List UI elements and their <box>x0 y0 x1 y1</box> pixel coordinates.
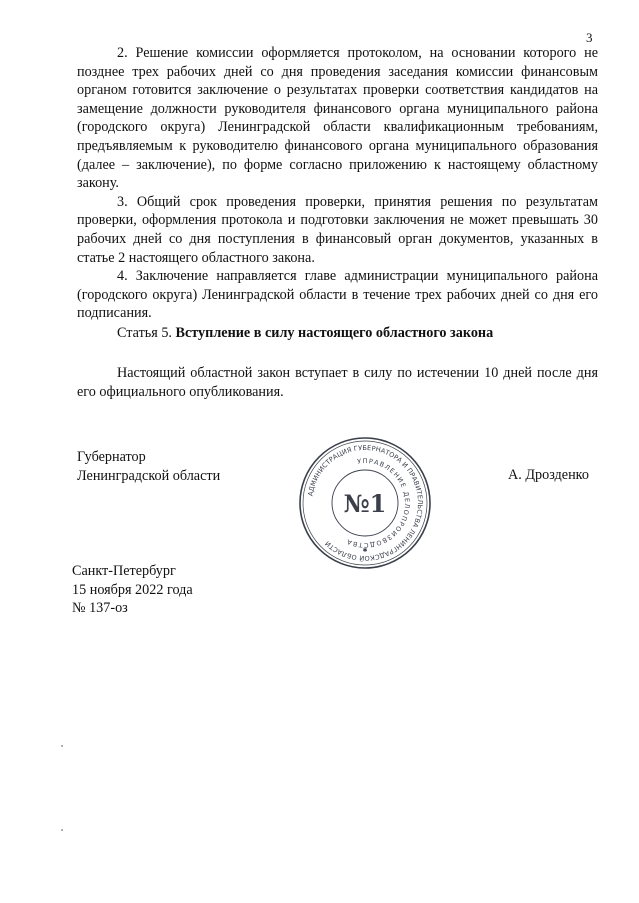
adoption-date: 15 ноября 2022 года <box>72 581 193 598</box>
official-seal <box>298 436 432 570</box>
page-number: 3 <box>586 30 593 45</box>
paragraph-4: 4. Заключение направляется главе администрации муниципального района (городского округа) Ленинградской области в течение трех рабочих дней со дня его подписания. <box>77 268 598 322</box>
article-number: Статья 5. <box>117 325 172 341</box>
seal-number: №1 <box>343 489 387 518</box>
article-paragraph: Настоящий областной закон вступает в силу по истечении 10 дней после дня его официального опубликования. <box>77 365 598 400</box>
article-title: Вступление в силу настоящего областного закона <box>175 325 494 341</box>
scan-speck <box>61 829 63 831</box>
seal-ring-text: АДМИНИСТРАЦИЯ ГУБЕРНАТОРА И ПРАВИТЕЛЬСТВА ЛЕНИНГРАДСКОЙ ОБЛАСТИ <box>306 443 425 563</box>
article-body <box>77 364 598 401</box>
paragraph-3: 3. Общий срок проведения проверки, принятия решения по результатам проверки, оформления протокола и подготовки заключения не может превышать 30 рабочих дней со дня поступления в финансовый орган документов, указанных в статье 2 настоящего областного закона. <box>77 193 598 266</box>
adoption-city: Санкт-Петербург <box>72 563 176 579</box>
signatory-region: Ленинградской области <box>77 467 221 484</box>
law-number: № 137-оз <box>72 600 128 617</box>
article-heading <box>117 325 493 342</box>
adoption-details <box>72 562 193 618</box>
paragraph-2: 2. Решение комиссии оформляется протоколом, на основании которого не позднее трех рабочих дней со дня проведения заседания комиссии финансовым органом готовится заключение о результатах проверки соответствия кандидатов на замещение должности руководителя финансового органа муниципального района (городского округа) Ленинградской области квалификационным требованиям, предъявляемым к руководителю финансового органа муниципального образования (далее – заключение), по форме согласно приложению к настоящему областному закону. <box>77 45 598 192</box>
signatory-title: Губернатор <box>77 449 146 465</box>
signatory-position <box>77 448 220 485</box>
seal-star-icon: ✱ <box>362 548 368 554</box>
signatory-name: А. Дрозденко <box>508 467 589 483</box>
seal-inner-ring-text: УПРАВЛЕНИЕ ДЕЛОПРОИЗВОДСТВА <box>344 456 412 550</box>
law-body <box>77 44 598 323</box>
scan-speck <box>61 745 63 747</box>
